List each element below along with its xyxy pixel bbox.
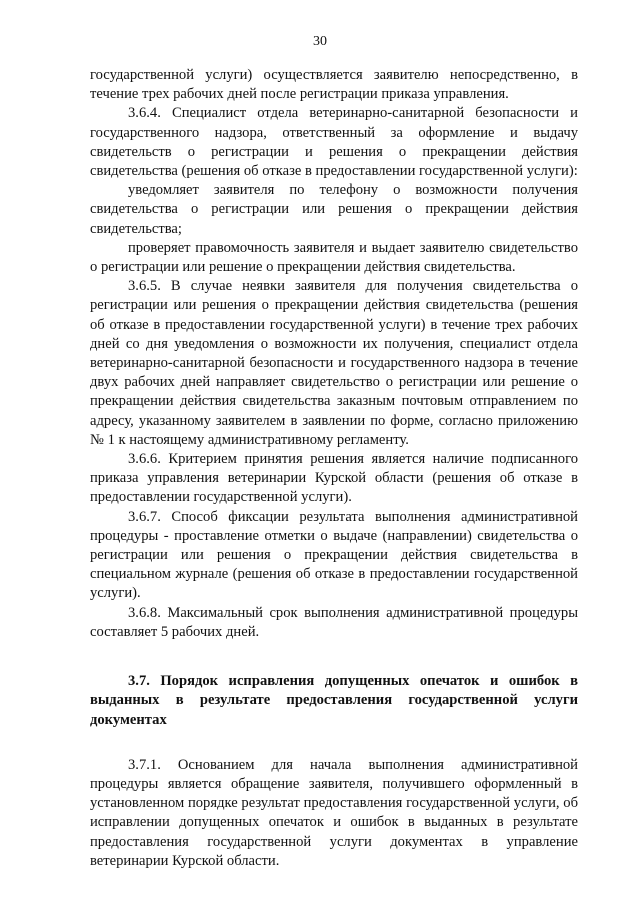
section-heading-3-7: 3.7. Порядок исправления допущенных опечаток и ошибок в выданных в результате предоставления государственной услуги документах <box>90 673 578 728</box>
paragraph-verify-authority: проверяет правомочность заявителя и выдает заявителю свидетельство о регистрации или решение о прекращении действия свидетельства. <box>90 239 578 276</box>
paragraph-3-7-1: 3.7.1. Основанием для начала выполнения административной процедуры является обращение заявителя, получившего оформленный в установленном порядке результат предоставления государственной услуги, об исправлении допущенных опечаток и ошибок в выданных в результате предоставления государственной услуги документах в управление ветеринарии Курской области. <box>90 756 578 869</box>
paragraph-continuation: государственной услуги) осуществляется заявителю непосредственно, в течение трех рабочих дней после регистрации приказа управления. <box>90 67 578 103</box>
page-number: 30 <box>313 34 327 49</box>
document-body <box>90 66 578 871</box>
paragraph-notify-applicant: уведомляет заявителя по телефону о возможности получения свидетельства о регистрации или решения о прекращении действия свидетельства; <box>90 182 578 237</box>
paragraph-3-6-7: 3.6.7. Способ фиксации результата выполнения административной процедуры - проставление отметки о выдаче (направлении) свидетельства о регистрации или решения о прекращении действия свидетельства в специальном журнале (решения об отказе в предоставлении государственной услуги). <box>90 508 578 602</box>
paragraph-3-6-8: 3.6.8. Максимальный срок выполнения административной процедуры составляет 5 рабочих дней. <box>90 604 578 640</box>
paragraph-3-6-6: 3.6.6. Критерием принятия решения является наличие подписанного приказа управления ветеринарии Курской области (решения об отказе в предоставлении государственной услуги). <box>90 451 578 506</box>
paragraph-3-6-4: 3.6.4. Специалист отдела ветеринарно-санитарной безопасности и государственного надзора, ответственный за оформление и выдачу свидетельств о регистрации и решения о прекращении действия свидетельства (решения об отказе в предоставлении государственной услуги): <box>90 105 578 180</box>
paragraph-3-6-5: 3.6.5. В случае неявки заявителя для получения свидетельства о регистрации или решения о прекращении действия свидетельства (решения об отказе в предоставлении государственной услуги) в течение трех рабочих дней со дня уведомления о возможности их получения, специалист отдела ветеринарно-санитарной безопасности и государственного надзора в течение двух рабочих дней направляет свидетельство о регистрации или решение о прекращении действия свидетельства заказным почтовым отправлением по адресу, указанному заявителем в заявлении по форме, согласно приложению № 1 к настоящему административному регламенту. <box>90 278 578 448</box>
